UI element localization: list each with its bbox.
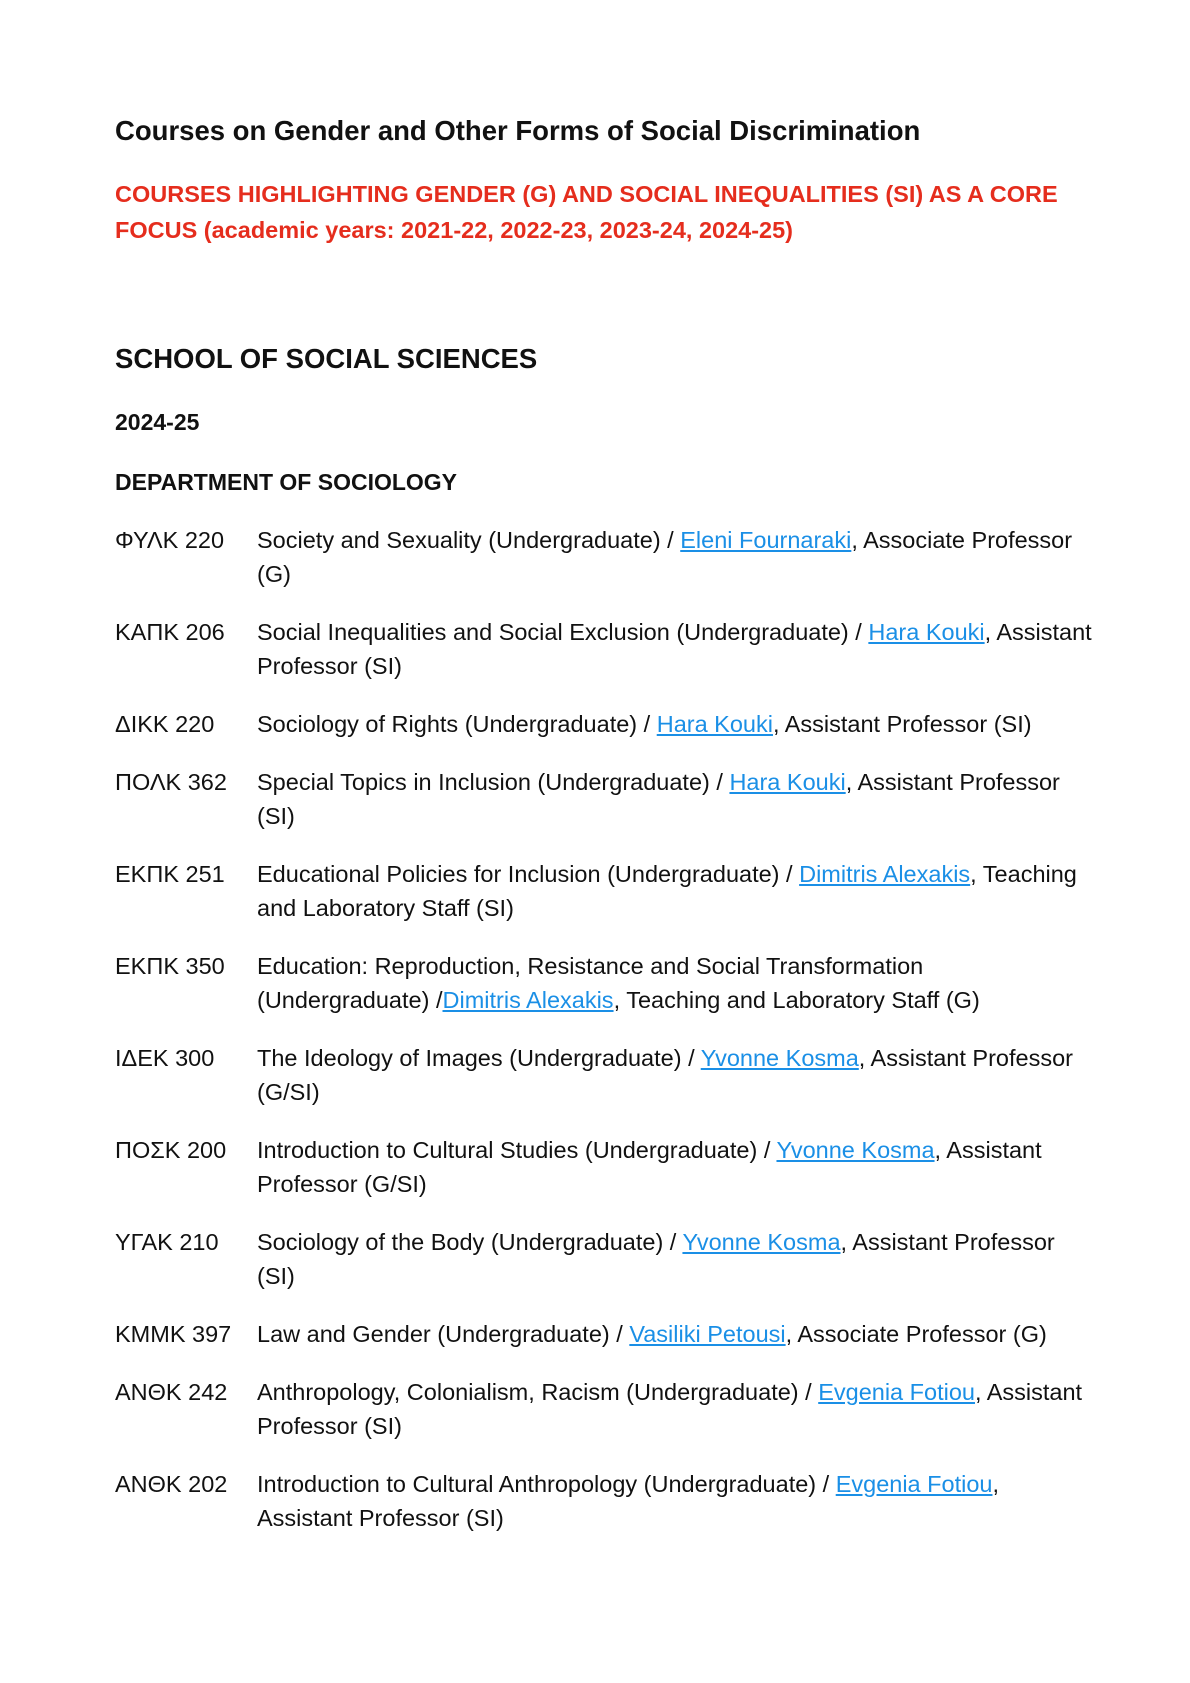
course-code: ΑΝΘΚ 202	[115, 1471, 228, 1497]
course-description	[257, 615, 1095, 683]
instructor-link[interactable]: Dimitris Alexakis	[799, 861, 971, 887]
course-item	[115, 1133, 1095, 1201]
course-code: ΕΚΠΚ 350	[115, 953, 225, 979]
instructor-position: , Teaching and Laboratory Staff (SI)	[257, 861, 1077, 921]
course-title: Introduction to Cultural Studies (Undergraduate) /	[257, 1137, 777, 1163]
instructor-link[interactable]: Hara Kouki	[729, 769, 846, 795]
instructor-position: , Assistant Professor (SI)	[257, 1229, 1055, 1289]
instructor-position: , Assistant Professor (G/SI)	[257, 1045, 1073, 1105]
course-description	[257, 1225, 1095, 1293]
academic-year-heading: 2024-25	[115, 409, 200, 435]
course-title: Law and Gender (Undergraduate) /	[257, 1321, 630, 1347]
instructor-link[interactable]: Vasiliki Petousi	[629, 1321, 786, 1347]
course-item	[115, 523, 1095, 591]
course-title: Society and Sexuality (Undergraduate) /	[257, 527, 681, 553]
course-title: Anthropology, Colonialism, Racism (Undergraduate) /	[257, 1379, 819, 1405]
course-description	[257, 949, 1095, 1017]
instructor-position: , Assistant Professor (SI)	[257, 1379, 1083, 1439]
course-item	[115, 949, 1095, 1017]
school-heading: SCHOOL OF SOCIAL SCIENCES	[115, 343, 538, 374]
course-code: ΔΙΚΚ 220	[115, 711, 215, 737]
instructor-position: , Teaching and Laboratory Staff (G)	[613, 987, 980, 1013]
instructor-link[interactable]: Hara Kouki	[656, 711, 773, 737]
course-description	[257, 857, 1095, 925]
course-list	[115, 523, 1095, 1559]
course-item	[115, 1467, 1095, 1535]
course-description	[257, 1467, 1095, 1535]
course-item	[115, 1225, 1095, 1293]
instructor-link[interactable]: Dimitris Alexakis	[442, 987, 614, 1013]
course-description	[257, 1133, 1095, 1201]
course-code: ΙΔΕΚ 300	[115, 1045, 215, 1071]
course-code: ΚΜΜΚ 397	[115, 1321, 232, 1347]
course-item	[115, 1375, 1095, 1443]
course-code: ΚΑΠΚ 206	[115, 619, 225, 645]
course-code: ΦΥΛΚ 220	[115, 527, 225, 553]
course-item	[115, 857, 1095, 925]
instructor-position: , Assistant Professor (SI)	[257, 1471, 1000, 1531]
instructor-link[interactable]: Evgenia Fotiou	[818, 1379, 975, 1405]
course-item	[115, 1041, 1095, 1109]
course-title: Education: Reproduction, Resistance and Social Transformation (Undergraduate) /	[257, 953, 924, 1013]
course-title: Social Inequalities and Social Exclusion (Undergraduate) /	[257, 619, 869, 645]
course-title: Sociology of Rights (Undergraduate) /	[257, 711, 657, 737]
course-item	[115, 615, 1095, 683]
course-item	[115, 765, 1095, 833]
instructor-position: , Assistant Professor (SI)	[257, 619, 1092, 679]
course-description	[257, 1317, 1095, 1351]
course-code: ΠΟΛΚ 362	[115, 769, 227, 795]
course-title: Introduction to Cultural Anthropology (Undergraduate) /	[257, 1471, 836, 1497]
instructor-position: , Assistant Professor (SI)	[772, 711, 1032, 737]
instructor-link[interactable]: Hara Kouki	[868, 619, 985, 645]
course-code: ΕΚΠΚ 251	[115, 861, 225, 887]
instructor-link[interactable]: Yvonne Kosma	[776, 1137, 935, 1163]
document-subtitle: COURSES HIGHLIGHTING GENDER (G) AND SOCIAL INEQUALITIES (SI) AS A CORE FOCUS (academic years: 2021-22, 2022-23, 2023-24, 2024-25)	[115, 181, 1058, 243]
course-item	[115, 1317, 1095, 1351]
course-title: The Ideology of Images (Undergraduate) /	[257, 1045, 701, 1071]
course-title: Sociology of the Body (Undergraduate) /	[257, 1229, 683, 1255]
instructor-link[interactable]: Evgenia Fotiou	[835, 1471, 993, 1497]
course-code: ΑΝΘΚ 242	[115, 1379, 228, 1405]
instructor-position: , Assistant Professor (G/SI)	[257, 1137, 1042, 1197]
course-description	[257, 1041, 1095, 1109]
course-description	[257, 765, 1095, 833]
instructor-position: , Assistant Professor (SI)	[257, 769, 1060, 829]
course-title: Educational Policies for Inclusion (Undergraduate) /	[257, 861, 800, 887]
department-heading: DEPARTMENT OF SOCIOLOGY	[115, 469, 458, 495]
course-title: Special Topics in Inclusion (Undergraduate) /	[257, 769, 730, 795]
instructor-link[interactable]: Yvonne Kosma	[682, 1229, 841, 1255]
document-title: Courses on Gender and Other Forms of Social Discrimination	[115, 115, 921, 146]
course-description	[257, 523, 1095, 591]
course-code: ΠΟΣΚ 200	[115, 1137, 227, 1163]
instructor-position: , Associate Professor (G)	[785, 1321, 1047, 1347]
instructor-position: , Associate Professor (G)	[257, 527, 1073, 587]
course-item	[115, 707, 1095, 741]
instructor-link[interactable]: Eleni Fournaraki	[680, 527, 852, 553]
course-description	[257, 1375, 1095, 1443]
instructor-link[interactable]: Yvonne Kosma	[700, 1045, 859, 1071]
course-description	[257, 707, 1095, 741]
course-code: ΥΓΑΚ 210	[115, 1229, 219, 1255]
